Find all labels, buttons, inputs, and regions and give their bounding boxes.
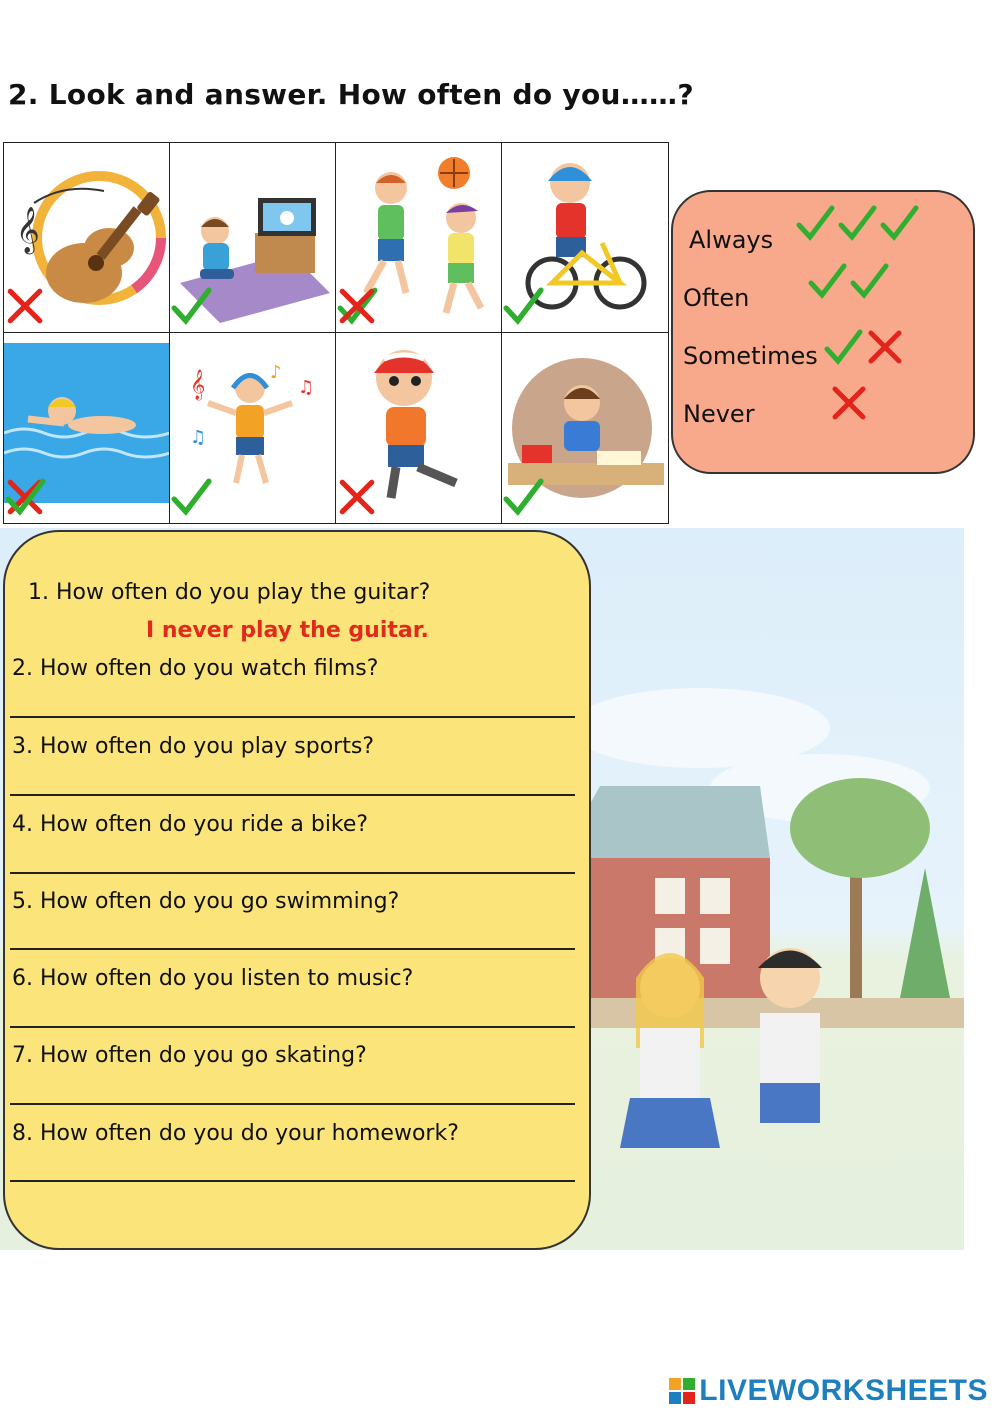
legend-label-often: Often xyxy=(683,284,750,312)
cell-films xyxy=(170,143,336,333)
frequency-marks xyxy=(4,284,169,332)
brand-name: LIVEWORKSHEETS xyxy=(699,1374,988,1407)
check-mark-icon xyxy=(849,260,889,302)
question-2: 2. How often do you watch films? xyxy=(12,656,379,681)
liveworksheets-logo-icon xyxy=(669,1378,695,1404)
svg-text:𝄞: 𝄞 xyxy=(190,370,206,400)
question-6: 6. How often do you listen to music? xyxy=(12,966,414,991)
answer-line-7[interactable] xyxy=(10,1103,575,1105)
check-mark-icon xyxy=(823,326,863,368)
question-5: 5. How often do you go swimming? xyxy=(12,889,400,914)
frequency-marks xyxy=(170,284,335,332)
legend-label-always: Always xyxy=(689,226,774,254)
frequency-marks xyxy=(4,475,169,523)
question-8: 8. How often do you do your homework? xyxy=(12,1121,459,1146)
cross-mark-icon xyxy=(829,382,869,424)
cell-skating xyxy=(336,333,502,523)
cell-music xyxy=(170,333,336,523)
legend-marks-never xyxy=(829,382,869,424)
legend-marks-sometimes xyxy=(823,326,905,368)
frequency-marks xyxy=(502,284,668,332)
frequency-marks xyxy=(336,475,501,523)
question-1: 1. How often do you play the guitar? xyxy=(28,580,431,605)
check-mark-icon xyxy=(502,475,544,519)
legend-marks-often xyxy=(807,260,889,302)
cross-mark-icon xyxy=(336,475,378,519)
cell-swimming xyxy=(4,333,170,523)
answer-line-6[interactable] xyxy=(10,1026,575,1028)
answer-line-4[interactable] xyxy=(10,872,575,874)
answer-line-2[interactable] xyxy=(10,716,575,718)
frequency-marks xyxy=(170,475,335,523)
cell-sports xyxy=(336,143,502,333)
frequency-marks xyxy=(336,284,501,332)
check-mark-icon xyxy=(4,475,46,519)
example-answer: I never play the guitar. xyxy=(146,618,429,643)
frequency-legend xyxy=(671,190,975,474)
cell-bike xyxy=(502,143,668,333)
answer-line-3[interactable] xyxy=(10,794,575,796)
question-7: 7. How often do you go skating? xyxy=(12,1043,367,1068)
cell-homework xyxy=(502,333,668,523)
svg-text:𝄞: 𝄞 xyxy=(16,207,40,253)
answer-line-5[interactable] xyxy=(10,948,575,950)
check-mark-icon xyxy=(837,202,877,244)
svg-text:♫: ♫ xyxy=(298,377,315,398)
page-title: 2. Look and answer. How often do you……? xyxy=(8,78,694,111)
check-mark-icon xyxy=(502,284,544,328)
activity-grid xyxy=(3,142,669,524)
question-4: 4. How often do you ride a bike? xyxy=(12,812,369,837)
legend-label-never: Never xyxy=(683,400,755,428)
cross-mark-icon xyxy=(865,326,905,368)
check-mark-icon xyxy=(807,260,847,302)
check-mark-icon xyxy=(170,475,212,519)
legend-marks-always xyxy=(795,202,919,244)
check-mark-icon xyxy=(879,202,919,244)
frequency-marks xyxy=(502,475,668,523)
cross-mark-icon xyxy=(4,284,46,328)
brand-footer xyxy=(669,1374,988,1408)
check-mark-icon xyxy=(170,284,212,328)
cell-guitar xyxy=(4,143,170,333)
svg-text:♪: ♪ xyxy=(270,362,282,383)
check-mark-icon xyxy=(795,202,835,244)
svg-text:♫: ♫ xyxy=(190,427,207,448)
question-3: 3. How often do you play sports? xyxy=(12,734,374,759)
legend-label-sometimes: Sometimes xyxy=(683,342,818,370)
answer-line-8[interactable] xyxy=(10,1180,575,1182)
cross-mark-icon xyxy=(336,284,378,328)
